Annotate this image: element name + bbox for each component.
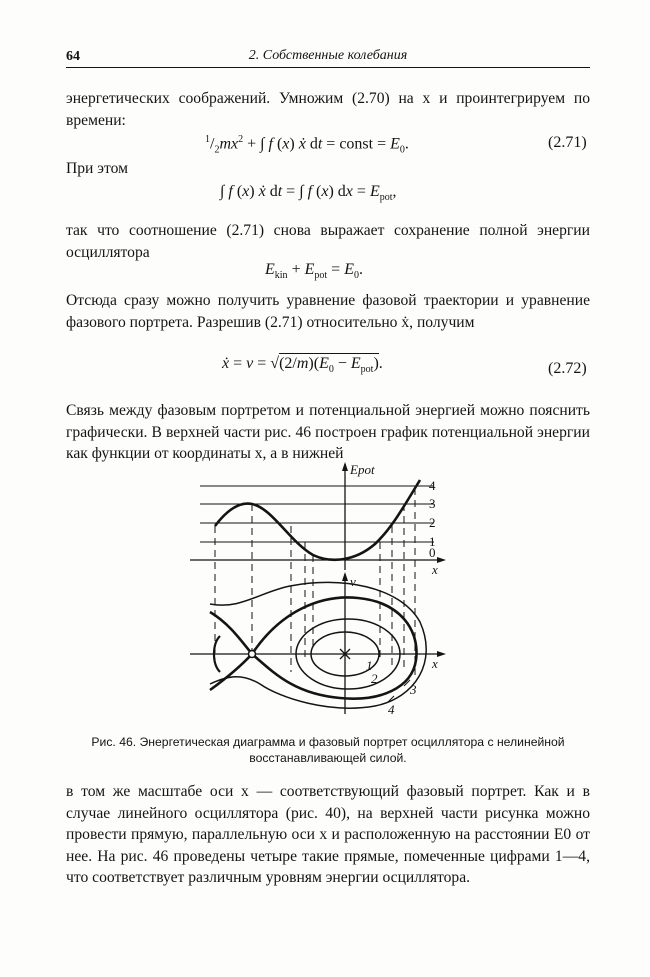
curve-label-2: 2 — [371, 671, 378, 686]
paragraph-4: Отсюда сразу можно получить уравнение фазовой траектории и уравнение фазового портрета. Разрешив (2.71) относительно ẋ, получим — [66, 292, 590, 331]
paragraph-3: так что соотношение (2.71) снова выражает сохранение полной энергии осциллятора — [66, 222, 590, 261]
figure-caption: Рис. 46. Энергетическая диаграмма и фазовый портрет осциллятора с нелинейной восстанавливающей силой. — [91, 735, 565, 765]
equation-potential-energy: ∫ f (x) ẋ dt = ∫ f (x) dx = $E_{pot}$, — [220, 183, 397, 204]
running-title: 2. Собственные колебания — [248, 48, 408, 63]
saddle-point — [249, 651, 256, 658]
bottom-x-label: x — [432, 656, 438, 671]
page-number: 64 — [66, 49, 80, 64]
equation-number-2-71: (2.71) — [548, 134, 587, 151]
top-axis-arrow — [342, 462, 348, 471]
curve-label-3: 3 — [410, 682, 417, 697]
curve-label-4: 4 — [388, 702, 395, 717]
bottom-axis-label: v — [350, 574, 356, 589]
curve-label-1: 1 — [366, 658, 373, 673]
top-axis-label: Epot — [350, 462, 375, 477]
level-label-3: 3 — [429, 496, 436, 511]
paragraph-5: Связь между фазовым портретом и потенциальной энергией можно пояснить графически. В верхней части рис. 46 построен график потенциальной энергии как функции от координаты x, а в нижней — [66, 402, 590, 462]
equation-energy-conservation: $E_{kin} + E_{pot} = E_0$. — [265, 261, 363, 282]
equation-2-71: $^1/_2mx^2$ + ∫ f (x) ẋ dt = const = $E_0$. — [205, 134, 409, 156]
running-header — [66, 47, 590, 68]
top-x-axis-arrow — [437, 557, 446, 563]
level-label-0: 0 — [429, 545, 436, 560]
bottom-axis-arrow — [342, 572, 348, 581]
figure-46 — [170, 462, 450, 724]
level-label-4: 4 — [429, 478, 436, 493]
equation-number-2-72: (2.72) — [548, 360, 587, 377]
potential-energy-curve — [215, 480, 420, 560]
level-label-1: 1 — [429, 534, 436, 549]
top-x-label: x — [432, 562, 438, 577]
paragraph-2: При этом — [66, 160, 128, 177]
equation-2-72: ẋ = $v = √(2/m)(E_0 - E_{pot})$. — [222, 355, 383, 376]
paragraph-1: энергетических соображений. Умножим (2.70) на x и проинтегрируем по времени: — [66, 90, 590, 129]
level-label-2: 2 — [429, 515, 436, 530]
paragraph-6: в том же масштабе оси x — соответствующий фазовый портрет. Как и в случае линейного осциллятора (рис. 40), на верхней части рисунка можно провести прямую, параллельную оси x и расположенную на расстоянии E0 от нее. На рис. 46 проведены четыре такие прямые, помеченные цифрами 1—4, что соответствует различным уровням энергии осциллятора. — [66, 783, 590, 886]
bottom-x-axis-arrow — [437, 651, 446, 657]
